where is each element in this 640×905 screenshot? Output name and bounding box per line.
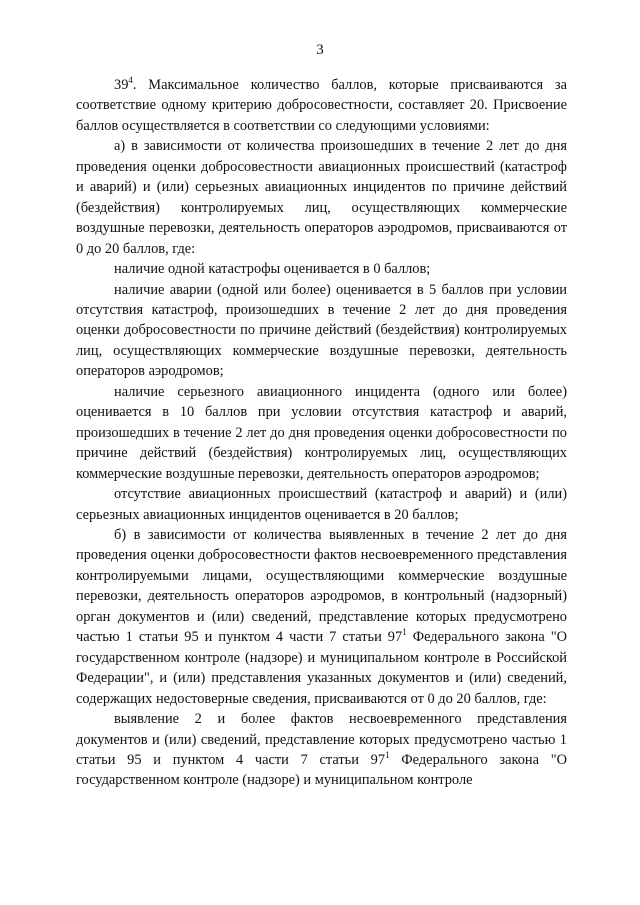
subparagraph-b-text-end: Федерального закона "О государственном контроле (надзоре) и муниципальном контроле в Российской Федерации", и (или) представления указанных документов и (или) сведений, содержащих недостоверные сведения, присваиваются от 0 до 20 баллов, где: bbox=[76, 629, 567, 707]
criterion-text-end: Федерального закона "О государственном контроле (надзоре) и муниципальном контроле bbox=[76, 751, 567, 789]
criterion-serious-incident: наличие серьезного авиационного инцидента (одного или более) оценивается в 10 баллов при условии отсутствия катастроф и аварий, произошедших в течение 2 лет до дня проведения оценки добросовестности по причине действий (бездействия) контролируемых лиц, осуществляющих коммерческие воздушные перевозки, деятельность операторов аэродромов; bbox=[76, 383, 567, 482]
article-superscript: 1 bbox=[402, 627, 407, 638]
criterion-accident: наличие аварии (одной или более) оценивается в 5 баллов при условии отсутствия катастроф, произошедших в течение 2 лет до дня проведения оценки добросовестности по причине действий (бездействия) контролируемых лиц, осуществляющих коммерческие воздушные перевозки, деятельность операторов аэродромов; bbox=[76, 281, 567, 380]
document-body bbox=[76, 75, 567, 791]
paragraph-number-superscript: 4 bbox=[128, 75, 133, 86]
paragraph-39-4 bbox=[76, 75, 567, 136]
subparagraph-b-text-start: б) в зависимости от количества выявленных в течение 2 лет до дня проведения оценки добросовестности фактов несвоевременного представления контролируемыми лицами, осуществляющими коммерческие воздушные перевозки, деятельность операторов аэродромов, в контрольный (надзорный) орган документов и (или) сведений, представление которых предусмотрено частью 1 статьи 95 и пунктом 4 части 7 статьи 97 bbox=[76, 526, 567, 646]
page-number: 3 bbox=[316, 42, 324, 58]
paragraph-number: 39 bbox=[114, 77, 129, 93]
article-superscript: 1 bbox=[385, 750, 390, 761]
criterion-catastrophe: наличие одной катастрофы оценивается в 0 баллов; bbox=[114, 261, 431, 278]
subparagraph-b bbox=[76, 525, 567, 709]
criterion-no-events: отсутствие авиационных происшествий (катастроф и аварий) и (или) серьезных авиационных инцидентов оценивается в 20 баллов; bbox=[76, 486, 567, 523]
criterion-two-or-more-facts bbox=[76, 709, 567, 791]
paragraph-text: . Максимальное количество баллов, которые присваиваются за соответствие одному критерию добросовестности, составляет 20. Присвоение баллов осуществляется в соответствии со следующими условиями: bbox=[76, 77, 567, 134]
criterion-text-start: выявление 2 и более фактов несвоевременного представления документов и (или) сведений, представление которых предусмотрено частью 1 статьи 95 и пунктом 4 части 7 статьи 97 bbox=[76, 711, 567, 768]
subparagraph-a: а) в зависимости от количества произошедших в течение 2 лет до дня проведения оценки добросовестности авиационных происшествий (катастроф и аварий) и (или) серьезных авиационных инцидентов по причине действий (бездействия) контролируемых лиц, осуществляющих коммерческие воздушные перевозки, деятельность операторов аэродромов, присваиваются от 0 до 20 баллов, где: bbox=[76, 138, 567, 257]
